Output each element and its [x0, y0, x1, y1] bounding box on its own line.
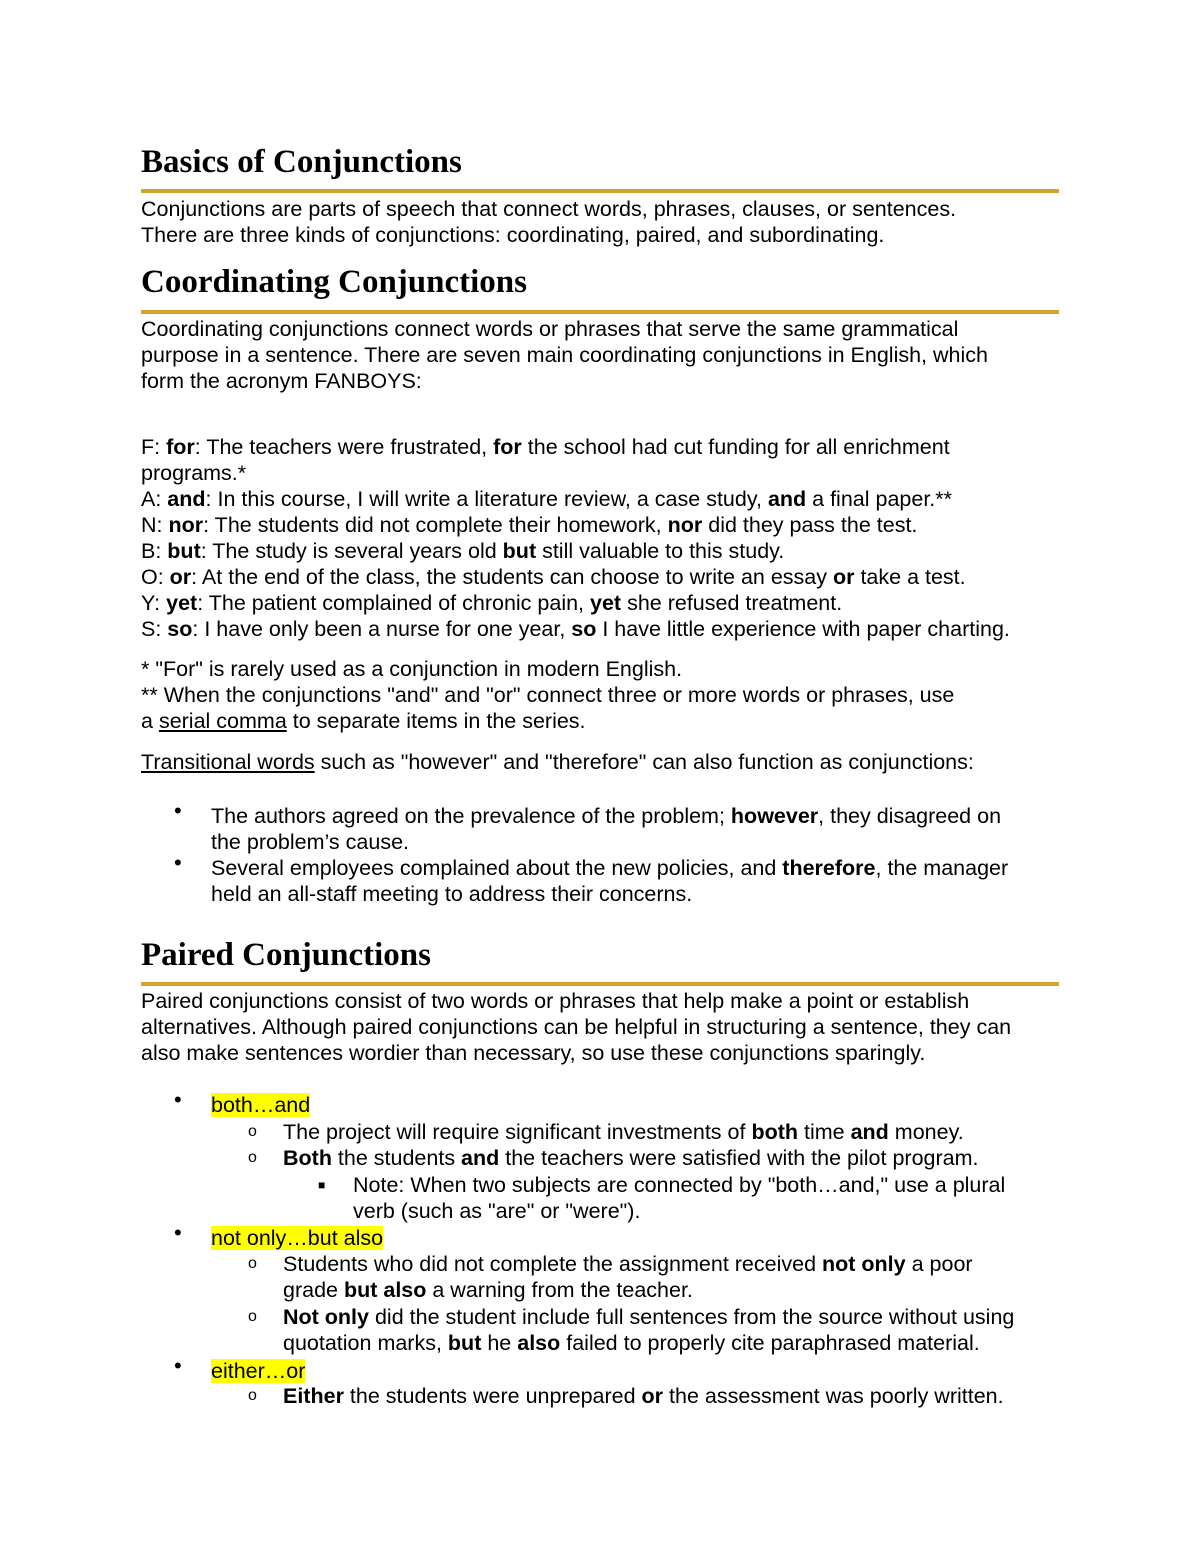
fanboys-item-a: A: and: In this course, I will write a literature review, a case study, and a final paper.**	[141, 487, 953, 511]
list-item: Both the students and the teachers were satisfied with the pilot program.	[283, 1146, 979, 1170]
circle-bullet-icon: o	[248, 1308, 257, 1325]
bullet-icon: •	[174, 798, 182, 823]
heading-basics: Basics of Conjunctions	[141, 144, 462, 180]
fanboys-item-y: Y: yet: The patient complained of chronic pain, yet she refused treatment.	[141, 591, 843, 615]
coordinating-intro: Coordinating conjunctions connect words or phrases that serve the same grammatical purpose in a sentence. There are seven main coordinating conjunctions in English, which form the acronym FANBOYS:	[141, 317, 988, 393]
list-item: The project will require significant investments of both time and money.	[283, 1120, 964, 1144]
heading-coordinating: Coordinating Conjunctions	[141, 264, 527, 300]
bullet-icon: •	[174, 1353, 182, 1378]
list-item	[211, 1358, 305, 1384]
heading-rule	[141, 189, 1059, 193]
highlight-both-and: both…and	[211, 1093, 311, 1117]
circle-bullet-icon: o	[248, 1255, 257, 1272]
list-item	[211, 1225, 383, 1251]
paired-intro: Paired conjunctions consist of two words or phrases that help make a point or establish alternatives. Although paired conjunctions can be helpful in structuring a sentence, they can also make sentences wordier than necessary, so use these conjunctions sparingly.	[141, 989, 1012, 1065]
footnotes: * "For" is rarely used as a conjunction in modern English. ** When the conjunctions "and" and "or" connect three or more words or phrases, use a serial comma to separate items in the series.	[141, 657, 955, 733]
list-item: Note: When two subjects are connected by "both…and," use a plural verb (such as "are" or "were").	[353, 1173, 1006, 1223]
basics-paragraph: Conjunctions are parts of speech that connect words, phrases, clauses, or sentences. There are three kinds of conjunctions: coordinating, paired, and subordinating.	[141, 197, 957, 247]
heading-rule	[141, 982, 1059, 986]
fanboys-item-b: B: but: The study is several years old but still valuable to this study.	[141, 539, 785, 563]
fanboys-item-f: F: for: The teachers were frustrated, for the school had cut funding for all enrichment	[141, 435, 950, 459]
bullet-icon: •	[174, 850, 182, 875]
fanboys-item-n: N: nor: The students did not complete their homework, nor did they pass the test.	[141, 513, 918, 537]
fanboys-item-o: O: or: At the end of the class, the students can choose to write an essay or take a test.	[141, 565, 966, 589]
circle-bullet-icon: o	[248, 1149, 257, 1166]
circle-bullet-icon: o	[248, 1123, 257, 1140]
fanboys-item-s: S: so: I have only been a nurse for one year, so I have little experience with paper charting.	[141, 617, 1010, 641]
list-item: Students who did not complete the assignment received not only a poor grade but also a warning from the teacher.	[283, 1252, 973, 1302]
transitional-paragraph: Transitional words such as "however" and "therefore" can also function as conjunctions:	[141, 750, 974, 774]
highlight-not-only-but-also: not only…but also	[211, 1226, 384, 1250]
square-bullet-icon: ■	[318, 1178, 326, 1192]
transitional-words-link[interactable]: Transitional words	[141, 750, 315, 774]
bullet-icon: •	[174, 1220, 182, 1245]
bullet-icon: •	[174, 1087, 182, 1112]
list-item	[211, 1092, 310, 1118]
heading-paired: Paired Conjunctions	[141, 937, 432, 973]
list-item: Not only did the student include full sentences from the source without using quotation marks, but he also failed to properly cite paraphrased material.	[283, 1305, 1015, 1355]
circle-bullet-icon: o	[248, 1387, 257, 1404]
heading-rule	[141, 310, 1059, 314]
list-item: Several employees complained about the new policies, and therefore, the manager held an all-staff meeting to address their concerns.	[211, 856, 1009, 906]
serial-comma-link[interactable]: serial comma	[158, 709, 287, 733]
list-item: Either the students were unprepared or the assessment was poorly written.	[283, 1384, 1004, 1408]
fanboys-list: F: for: The teachers were frustrated, for the school had cut funding for all enrichment programs.* A: and: In this course, I will write a literature review, a case study, and a final paper.** N: nor: The students did not complete their homework, nor did they pass the test. B: but: The study is several years old but still valuable to this study. O: or: At the end of the class, the students can choose to write an essay or take a test. Y: yet: The patient complained of chronic pain, yet she refused treatment. S: so: I have only been a nurse for one year, so I have little experience with paper charting.	[141, 434, 1061, 642]
highlight-either-or: either…or	[211, 1359, 306, 1383]
list-item: The authors agreed on the prevalence of the problem; however, they disagreed on the problem’s cause.	[211, 804, 1002, 854]
